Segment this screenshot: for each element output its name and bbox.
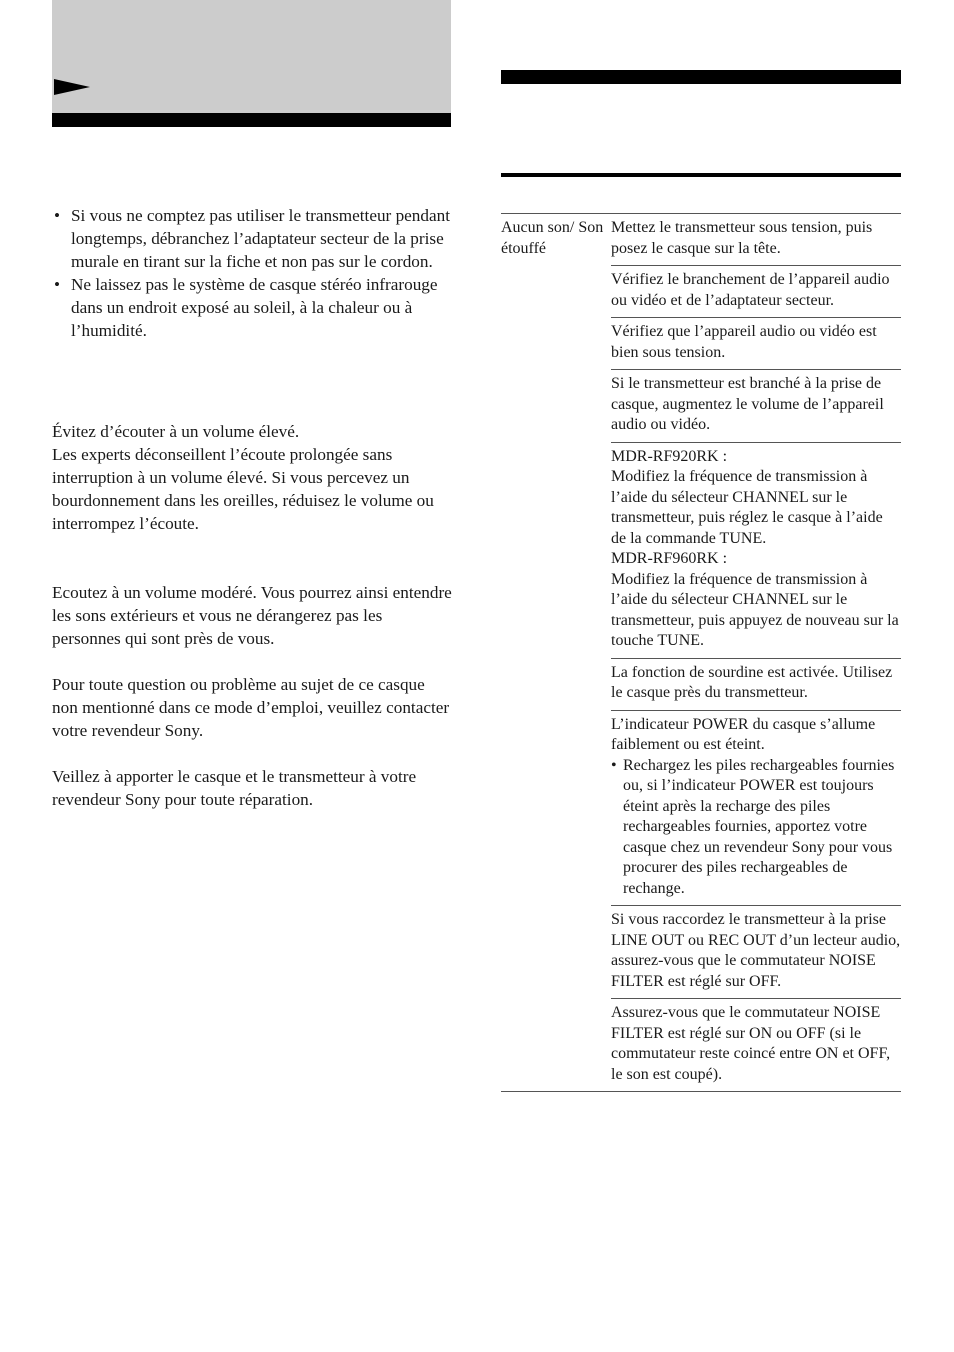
remedy-cell: Vérifiez le branchement de l’appareil audio ou vidéo et de l’adaptateur secteur. (611, 266, 901, 318)
remedy-text: L’indicateur POWER du casque s’allume faiblement ou est éteint. (611, 715, 876, 753)
remedy-cell: La fonction de sourdine est activée. Utilisez le casque près du transmetteur. (611, 658, 901, 710)
remedy-cell (611, 442, 901, 658)
remedy-text: Modifiez la fréquence de transmission à l’aide du sélecteur CHANNEL sur le transmetteur, puis appuyez de nouveau sur la touche TUNE. (611, 570, 899, 649)
remedy-cell: Si le transmetteur est branché à la prise de casque, augmentez le volume de l’appareil audio ou vidéo. (611, 370, 901, 443)
section-bar (52, 113, 451, 127)
remedy-cell (611, 710, 901, 906)
troubleshooting-table (501, 213, 901, 1092)
section-tab (52, 0, 451, 113)
table-row (501, 214, 901, 266)
precautions-list (52, 204, 452, 342)
hearing-text: Les experts déconseillent l’écoute prolongée sans interruption à un volume élevé. Si vous percevez un bourdonnement dans les oreilles, réduisez le volume ou interrompez l’écoute. (52, 445, 434, 533)
repair-paragraph: Veillez à apporter le casque et le transmetteur à votre revendeur Sony pour toute réparation. (52, 767, 417, 809)
list-item: • Rechargez les piles rechargeables fournies ou, si l’indicateur POWER est toujours éteint après la recharge des piles rechargeables fournies, apportez votre casque chez un revendeur Sony pour vous procurer des piles rechargeables de rechange. (611, 756, 901, 900)
list-item: • Si vous ne comptez pas utiliser le transmetteur pendant longtemps, débranchez l’adaptateur secteur de la prise murale en tirant sur la fiche et non pas sur le cordon. (52, 204, 452, 273)
model-label: MDR-RF920RK : (611, 447, 728, 465)
consideration-paragraph: Ecoutez à un volume modéré. Vous pourrez ainsi entendre les sons extérieurs et vous ne dérangerez pas les personnes qui sont près de vous. (52, 583, 452, 648)
precautions-column (52, 204, 452, 811)
remedy-cell: Assurez-vous que le commutateur NOISE FILTER est réglé sur ON ou OFF (si le commutateur reste coincé entre ON et OFF, le son est coupé). (611, 999, 901, 1092)
hearing-line: Évitez d’écouter à un volume élevé. (52, 422, 300, 441)
section-arrow-icon (54, 79, 90, 95)
hearing-paragraph (52, 420, 452, 535)
remedy-cell: Si vous raccordez le transmetteur à la prise LINE OUT ou REC OUT d’un lecteur audio, assurez-vous que le commutateur NOISE FILTER est réglé sur OFF. (611, 906, 901, 999)
right-header-rule (501, 173, 901, 177)
remedy-cell: Mettez le transmetteur sous tension, puis posez le casque sur la tête. (611, 214, 901, 266)
list-item: • Ne laissez pas le système de casque stéréo infrarouge dans un endroit exposé au soleil, à la chaleur ou à l’humidité. (52, 273, 452, 342)
right-header-bar (501, 70, 901, 84)
remedy-list (611, 756, 901, 900)
model-label: MDR-RF960RK : (611, 550, 728, 567)
remedy-text: Modifiez la fréquence de transmission à l’aide du sélecteur CHANNEL sur le transmetteur, puis réglez le casque à l’aide de la commande TUNE. (611, 468, 883, 547)
remedy-cell: Vérifiez que l’appareil audio ou vidéo est bien sous tension. (611, 318, 901, 370)
symptom-cell: Aucun son/ Son étouffé (501, 214, 611, 1092)
questions-paragraph: Pour toute question ou problème au sujet de ce casque non mentionné dans ce mode d’emploi, veuillez contacter votre revendeur Sony. (52, 675, 450, 740)
